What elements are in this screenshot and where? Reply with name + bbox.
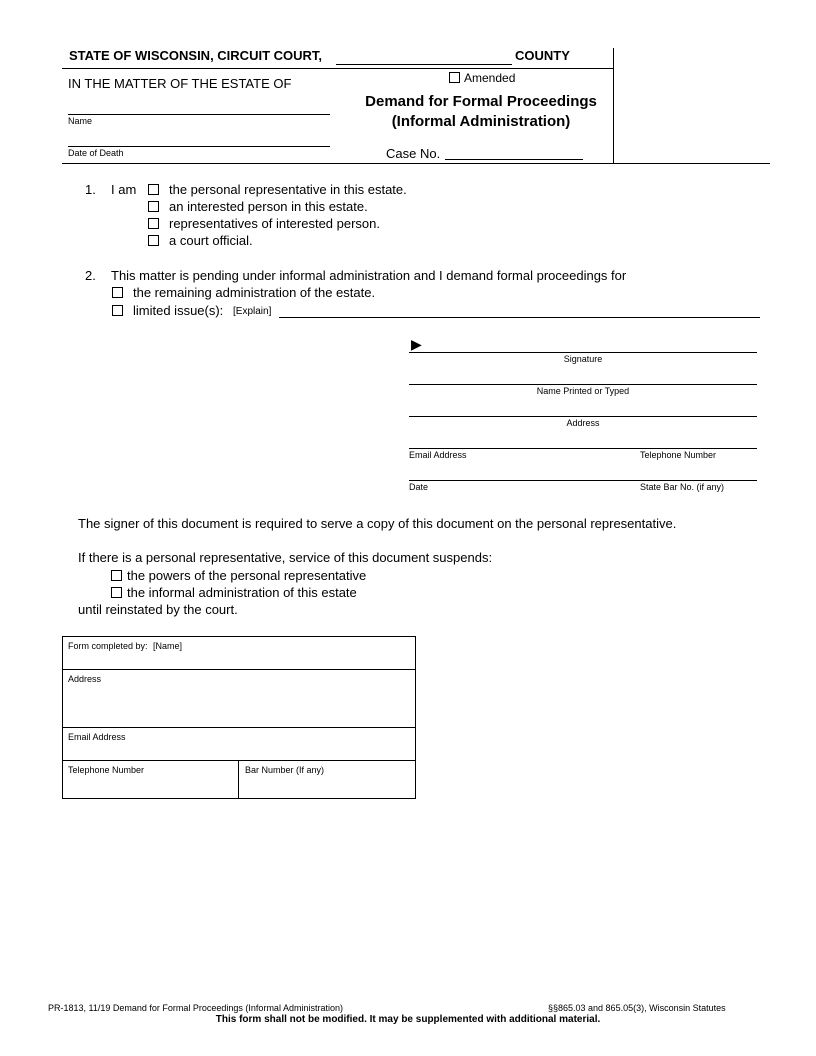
- item2-lead: This matter is pending under informal administration and I demand formal proceedings for: [111, 268, 627, 283]
- form-completed-by-text: Form completed by:: [68, 641, 148, 651]
- county-field[interactable]: [336, 48, 512, 65]
- completed-by-phone-label: Telephone Number: [68, 765, 145, 775]
- case-no-field[interactable]: [445, 144, 583, 160]
- item1-lead: I am: [111, 182, 137, 197]
- remaining-administration-label: the remaining administration of the estate.: [133, 285, 376, 300]
- signature-label: Signature: [563, 354, 603, 364]
- completed-by-divider: [62, 669, 416, 670]
- item1-option-label: an interested person in this estate.: [169, 199, 368, 214]
- address-label: Address: [566, 418, 600, 428]
- item1-option-checkbox[interactable]: [148, 201, 159, 212]
- email-phone-line[interactable]: [409, 448, 757, 449]
- explain-field[interactable]: [279, 301, 760, 318]
- state-bar-label: State Bar No. (if any): [640, 482, 725, 492]
- item1-option-label: representatives of interested person.: [169, 216, 381, 231]
- remaining-administration-checkbox[interactable]: [112, 287, 123, 298]
- header-divider: [62, 68, 614, 69]
- decedent-name-field[interactable]: [68, 98, 330, 115]
- item1-option-label: the personal representative in this estate.: [169, 182, 407, 197]
- completed-by-bar-label: Bar Number (If any): [245, 765, 325, 775]
- footer-modification-notice: This form shall not be modified. It may be supplemented with additional material.: [215, 1014, 601, 1025]
- suspend-administration-checkbox[interactable]: [111, 587, 122, 598]
- suspend-powers-checkbox[interactable]: [111, 570, 122, 581]
- printed-name-line[interactable]: [409, 384, 757, 385]
- suspend-administration-label: the informal administration of this estate: [127, 585, 357, 600]
- item1-option-checkbox[interactable]: [148, 218, 159, 229]
- suspend-intro: If there is a personal representative, service of this document suspends:: [78, 550, 493, 565]
- address-line[interactable]: [409, 416, 757, 417]
- form-title-line2: (Informal Administration): [391, 113, 571, 130]
- date-of-death-field[interactable]: [68, 130, 330, 147]
- amended-checkbox[interactable]: [449, 72, 460, 83]
- item1-option-label: a court official.: [169, 233, 253, 248]
- county-label: COUNTY: [515, 48, 570, 63]
- date-label: Date: [409, 482, 429, 492]
- header-bottom-border: [62, 163, 770, 164]
- completed-by-email-label: Email Address: [68, 732, 126, 742]
- form-completed-by-label[interactable]: [68, 641, 182, 651]
- completed-by-divider: [62, 760, 416, 761]
- until-reinstated: until reinstated by the court.: [78, 602, 238, 617]
- date-bar-line[interactable]: [409, 480, 757, 481]
- signature-arrow-icon: ▶: [411, 336, 422, 352]
- explain-hint: [Explain]: [233, 306, 272, 317]
- footer-statutes: §§865.03 and 865.05(3), Wisconsin Statutes: [548, 1003, 726, 1013]
- completed-by-divider: [62, 727, 416, 728]
- date-of-death-label: Date of Death: [68, 148, 124, 158]
- name-label: Name: [68, 116, 93, 126]
- item2-number: 2.: [85, 268, 96, 283]
- printed-name-label: Name Printed or Typed: [536, 386, 630, 396]
- completed-by-column-divider: [238, 760, 239, 799]
- limited-issues-label: limited issue(s):: [133, 303, 224, 318]
- footer-form-id: PR-1813, 11/19 Demand for Formal Proceedings (Informal Administration): [48, 1003, 343, 1013]
- serve-notice: The signer of this document is required to serve a copy of this document on the personal representative.: [78, 516, 677, 531]
- limited-issues-checkbox[interactable]: [112, 305, 123, 316]
- case-no-label: Case No.: [386, 146, 441, 161]
- amended-label: Amended: [464, 71, 516, 85]
- suspend-powers-label: the powers of the personal representative: [127, 568, 367, 583]
- completed-by-address-label: Address: [68, 674, 102, 684]
- form-title-line1: Demand for Formal Proceedings: [365, 93, 597, 110]
- signature-line[interactable]: [409, 352, 757, 353]
- estate-label: IN THE MATTER OF THE ESTATE OF: [68, 76, 292, 91]
- email-label: Email Address: [409, 450, 467, 460]
- item1-option-checkbox[interactable]: [148, 184, 159, 195]
- item1-number: 1.: [85, 182, 96, 197]
- telephone-label: Telephone Number: [640, 450, 717, 460]
- item1-option-checkbox[interactable]: [148, 235, 159, 246]
- header-right-border: [613, 48, 614, 163]
- completed-by-name-hint: [Name]: [153, 641, 183, 651]
- court-prefix: STATE OF WISCONSIN, CIRCUIT COURT,: [69, 48, 323, 63]
